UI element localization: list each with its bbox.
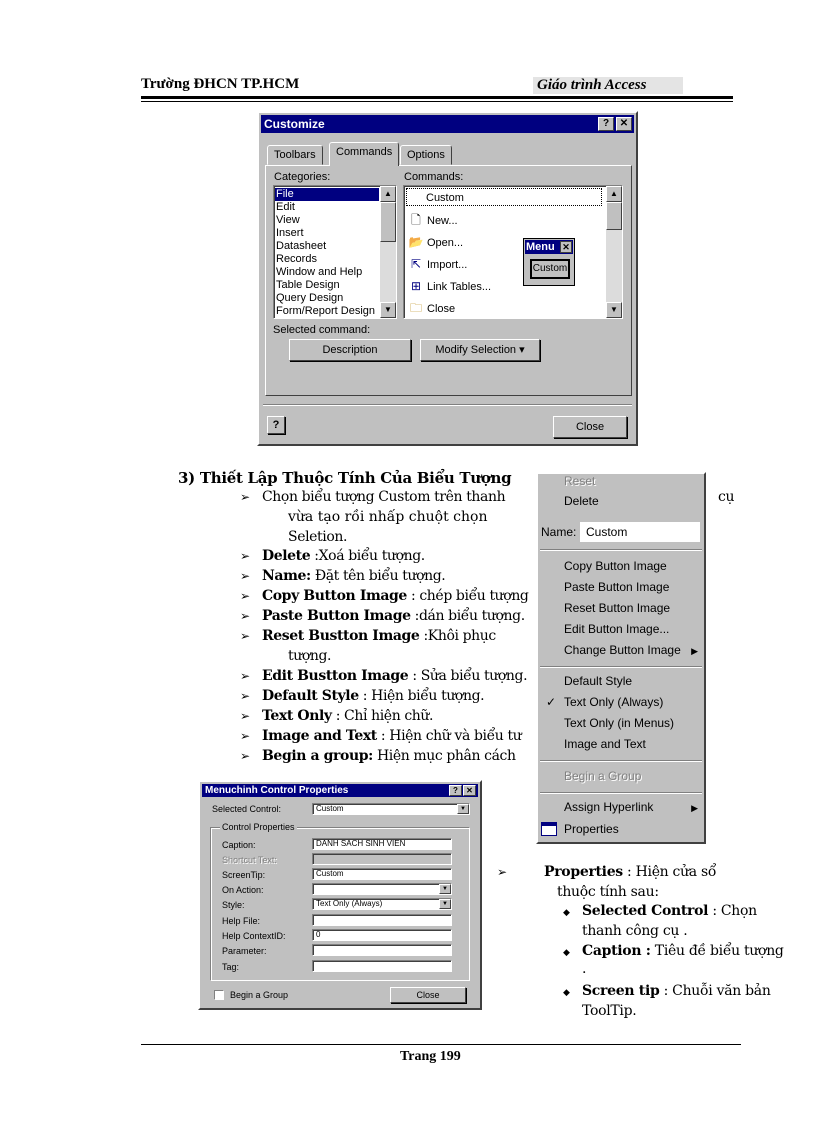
arrow-bullet-icon: ➢ <box>240 569 250 583</box>
scroll-up-icon[interactable]: ▲ <box>380 186 396 202</box>
helpfile-label: Help File: <box>222 916 261 926</box>
properties-icon <box>541 822 557 836</box>
list-item[interactable]: File <box>275 188 379 201</box>
menu-item-assign-hyperlink[interactable]: Assign Hyperlink <box>564 800 654 814</box>
checkmark-icon: ✓ <box>546 695 557 709</box>
menu-separator <box>540 792 702 794</box>
submenu-arrow-icon: ▶ <box>691 646 698 656</box>
intro-line-1: ➢ Chọn biểu tượng Custom trên thanh <box>240 489 506 505</box>
arrow-bullet-icon: ➢ <box>240 729 250 743</box>
commands-scrollbar[interactable] <box>606 186 622 318</box>
menu-item-image-and-text[interactable]: Image and Text <box>564 737 646 751</box>
helpcontext-input[interactable]: 0 <box>312 929 452 941</box>
arrow-bullet-icon: ➢ <box>240 490 250 504</box>
list-item: Selected Control : Chọn <box>582 903 757 919</box>
list-item: ➢ Text Only : Chỉ hiện chữ. <box>240 708 434 724</box>
scroll-thumb[interactable] <box>380 202 396 242</box>
properties-line-2: thuộc tính sau: <box>557 884 659 900</box>
chevron-down-icon[interactable]: ▼ <box>439 884 451 894</box>
header-course: Giáo trình Access <box>533 77 683 94</box>
menu-separator <box>540 666 702 668</box>
begin-group-checkbox[interactable] <box>214 990 224 1000</box>
categories-scrollbar[interactable] <box>380 186 396 318</box>
name-input[interactable]: Custom <box>580 522 700 542</box>
import-icon: ⇱ <box>410 257 422 271</box>
close-button[interactable]: Close <box>553 416 627 438</box>
list-item[interactable]: View <box>276 214 300 226</box>
list-item: ➢ Begin a group: Hiện mục phân cách <box>240 748 516 764</box>
menu-item-change-image[interactable]: Change Button Image <box>564 643 681 657</box>
modify-selection-button[interactable]: Modify Selection ▾ <box>420 339 540 361</box>
scroll-down-icon[interactable]: ▼ <box>380 302 396 318</box>
scroll-thumb[interactable] <box>606 202 622 230</box>
caption-label: Caption: <box>222 840 256 850</box>
menu-item-edit-image[interactable]: Edit Button Image... <box>564 622 670 636</box>
list-item[interactable]: Form/Report Design <box>276 305 376 317</box>
list-item: ➢ Image and Text : Hiện chữ và biểu tư <box>240 728 522 744</box>
list-item[interactable]: Query Design <box>276 292 344 304</box>
help-button[interactable]: ? <box>449 785 462 796</box>
list-item[interactable]: 📂 Open... <box>408 232 463 252</box>
list-item[interactable]: Window and Help <box>276 266 363 278</box>
properties-line: ➢ Properties : Hiện cửa sổ <box>497 864 717 880</box>
list-item[interactable]: ⇱ Import... <box>408 254 467 274</box>
menu-item-properties[interactable]: Properties <box>564 822 619 836</box>
commands-list[interactable] <box>403 185 623 319</box>
list-item[interactable]: Records <box>276 253 317 265</box>
tab-options[interactable]: Options <box>400 145 452 165</box>
new-menu-titlebar: Menu ✕ <box>525 240 573 254</box>
list-item-cont: thanh công cụ . <box>582 923 688 939</box>
customize-dialog <box>257 111 638 446</box>
caption-input[interactable]: DANH SACH SINH VIEN <box>312 838 452 850</box>
page-number: Trang 199 <box>400 1049 461 1064</box>
list-item-cont: ToolTip. <box>582 1003 637 1019</box>
onaction-label: On Action: <box>222 885 264 895</box>
categories-list[interactable] <box>273 185 397 319</box>
list-item: Caption : Tiêu đề biểu tượng <box>582 943 784 959</box>
menu-item-paste-image[interactable]: Paste Button Image <box>564 580 670 594</box>
screentip-label: ScreenTip: <box>222 870 266 880</box>
begin-group-label: Begin a Group <box>230 990 289 1000</box>
list-item: Screen tip : Chuỗi văn bản <box>582 983 771 999</box>
control-properties-dialog <box>198 780 482 1010</box>
new-document-icon: 🗋 <box>411 213 421 227</box>
style-label: Style: <box>222 900 245 910</box>
link-tables-icon: ⊞ <box>410 279 422 293</box>
menu-item-begin-group: Begin a Group <box>564 769 642 783</box>
tab-toolbars[interactable]: Toolbars <box>267 145 323 165</box>
diamond-bullet-icon: ◆ <box>563 988 570 998</box>
list-item[interactable]: ⊞ Link Tables... <box>408 276 491 296</box>
properties-titlebar: Menuchinh Control Properties ? ✕ <box>202 784 478 797</box>
selected-command-label: Selected command: <box>273 324 371 336</box>
list-item: ➢ Paste Button Image :dán biểu tượng. <box>240 608 525 624</box>
scroll-up-icon[interactable]: ▲ <box>606 186 622 202</box>
arrow-bullet-icon: ➢ <box>240 669 250 683</box>
shortcut-input <box>312 853 452 865</box>
list-item[interactable]: 🗋 New... <box>408 210 458 230</box>
button-context-menu <box>536 472 706 844</box>
list-item: ➢ Edit Bustton Image : Sửa biểu tượng. <box>240 668 528 684</box>
reset-continuation: tượng. <box>288 648 332 664</box>
diamond-bullet-icon: ◆ <box>563 948 570 958</box>
selected-control-label: Selected Control: <box>212 804 282 814</box>
intro-line-1-end: cụ <box>718 489 735 505</box>
new-menu-toolbar[interactable] <box>523 238 575 286</box>
parameter-input[interactable] <box>312 944 452 956</box>
list-item: ➢ Delete :Xoá biểu tượng. <box>240 548 425 564</box>
list-item: ➢ Name: Đặt tên biểu tượng. <box>240 568 446 584</box>
menu-item-text-only-always[interactable]: Text Only (Always) <box>564 695 664 709</box>
list-item[interactable]: Datasheet <box>276 240 327 252</box>
description-button[interactable]: Description <box>289 339 411 361</box>
custom-toolbar-button[interactable]: Custom <box>530 259 570 279</box>
close-icon[interactable]: ✕ <box>560 241 572 253</box>
menu-separator <box>540 760 702 762</box>
list-item[interactable]: Table Design <box>276 279 340 291</box>
menu-item-reset: Reset <box>564 474 596 488</box>
menu-item-copy-image[interactable]: Copy Button Image <box>564 559 667 573</box>
close-button[interactable]: Close <box>390 987 466 1003</box>
screentip-input[interactable]: Custom <box>312 868 452 880</box>
categories-label: Categories: <box>274 171 331 183</box>
open-folder-icon: 📂 <box>408 235 424 249</box>
group-label: Control Properties <box>222 822 295 832</box>
arrow-bullet-icon: ➢ <box>240 749 250 763</box>
header-rule <box>141 96 733 99</box>
menu-item-reset-image[interactable]: Reset Button Image <box>564 601 671 615</box>
help-icon[interactable]: ? <box>267 416 285 434</box>
customize-title: Customize <box>264 117 325 131</box>
chevron-down-icon[interactable]: ▼ <box>439 899 451 909</box>
list-item[interactable]: Insert <box>276 227 304 239</box>
arrow-bullet-icon: ➢ <box>240 589 250 603</box>
name-label: Name: <box>541 525 577 539</box>
menu-item-default-style[interactable]: Default Style <box>564 674 633 688</box>
tag-input[interactable] <box>312 960 452 972</box>
close-folder-icon: 🗀 <box>409 301 422 315</box>
close-icon[interactable]: ✕ <box>463 785 476 796</box>
chevron-down-icon[interactable]: ▼ <box>457 804 469 814</box>
helpfile-input[interactable] <box>312 914 452 926</box>
list-item: ➢ Reset Bustton Image :Khôi phục <box>240 628 496 644</box>
divider <box>263 404 632 406</box>
diamond-bullet-icon: ◆ <box>563 908 570 918</box>
header-school: Trường ĐHCN TP.HCM <box>141 76 300 92</box>
arrow-bullet-icon: ➢ <box>240 609 250 623</box>
intro-line-3: Seletion. <box>288 529 348 545</box>
tab-commands[interactable]: Commands <box>329 142 399 166</box>
arrow-bullet-icon: ➢ <box>240 709 250 723</box>
arrow-bullet-icon: ➢ <box>240 549 250 563</box>
list-item[interactable]: Edit <box>276 201 295 213</box>
list-item[interactable]: 🗀 Close <box>408 298 455 318</box>
customize-titlebar <box>261 115 634 133</box>
menu-item-delete[interactable]: Delete <box>564 494 599 508</box>
selected-control-select[interactable]: Custom ▼ <box>312 803 470 815</box>
menu-item-text-only-menus[interactable]: Text Only (in Menus) <box>564 716 675 730</box>
arrow-bullet-icon: ➢ <box>497 865 507 879</box>
help-button[interactable]: ? <box>598 117 614 131</box>
intro-line-2: vừa tạo rồi nhấp chuột chọn <box>288 509 488 525</box>
helpcontext-label: Help ContextID: <box>222 931 286 941</box>
header-rule-thin <box>141 101 733 102</box>
arrow-bullet-icon: ➢ <box>240 629 250 643</box>
close-icon[interactable]: ✕ <box>616 117 632 131</box>
section-title: 3) Thiết Lập Thuộc Tính Của Biểu Tượng <box>178 469 512 487</box>
list-item-cont: . <box>582 961 587 977</box>
list-item: ➢ Copy Button Image : chép biểu tượng <box>240 588 529 604</box>
parameter-label: Parameter: <box>222 946 267 956</box>
footer-rule <box>141 1044 741 1045</box>
shortcut-label: Shortcut Text: <box>222 855 277 865</box>
list-item[interactable]: Custom <box>406 188 602 206</box>
arrow-bullet-icon: ➢ <box>240 689 250 703</box>
onaction-select[interactable] <box>312 883 452 895</box>
commands-label: Commands: <box>404 171 464 183</box>
tag-label: Tag: <box>222 962 240 972</box>
menu-separator <box>540 549 702 551</box>
style-select[interactable]: Text Only (Always) ▼ <box>312 898 452 910</box>
scroll-down-icon[interactable]: ▼ <box>606 302 622 318</box>
list-item: ➢ Default Style : Hiện biểu tượng. <box>240 688 485 704</box>
submenu-arrow-icon: ▶ <box>691 803 698 813</box>
